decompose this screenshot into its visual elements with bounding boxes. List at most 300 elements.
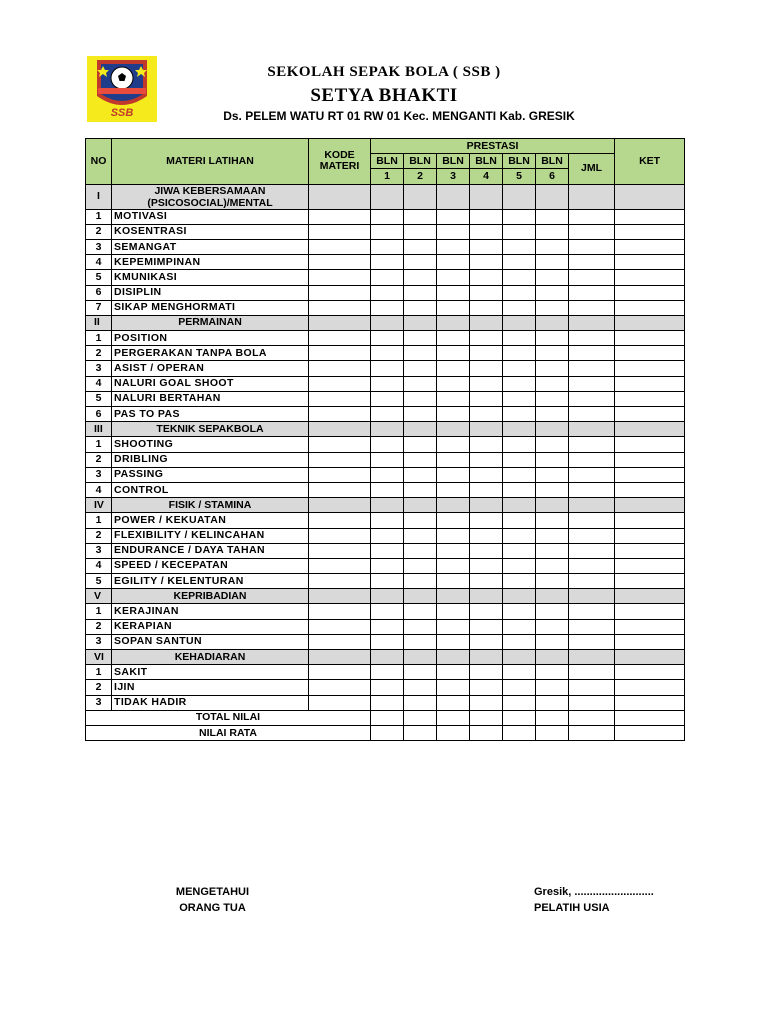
score-cell[interactable] xyxy=(437,270,470,285)
score-cell[interactable] xyxy=(615,224,685,239)
score-cell[interactable] xyxy=(309,346,371,361)
score-cell[interactable] xyxy=(470,391,503,406)
score-cell[interactable] xyxy=(437,422,470,437)
score-cell[interactable] xyxy=(569,224,615,239)
score-cell[interactable] xyxy=(536,209,569,224)
score-cell[interactable] xyxy=(536,543,569,558)
score-cell[interactable] xyxy=(371,391,404,406)
score-cell[interactable] xyxy=(615,437,685,452)
score-cell[interactable] xyxy=(503,574,536,589)
score-cell[interactable] xyxy=(470,498,503,513)
score-cell[interactable] xyxy=(536,315,569,330)
score-cell[interactable] xyxy=(437,467,470,482)
score-cell[interactable] xyxy=(470,467,503,482)
score-cell[interactable] xyxy=(503,300,536,315)
score-cell[interactable] xyxy=(470,558,503,573)
score-cell[interactable] xyxy=(309,589,371,604)
score-cell[interactable] xyxy=(371,209,404,224)
score-cell[interactable] xyxy=(437,589,470,604)
score-cell[interactable] xyxy=(371,498,404,513)
score-cell[interactable] xyxy=(437,680,470,695)
score-cell[interactable] xyxy=(437,695,470,710)
score-cell[interactable] xyxy=(569,513,615,528)
score-cell[interactable] xyxy=(470,604,503,619)
score-cell[interactable] xyxy=(371,604,404,619)
score-cell[interactable] xyxy=(503,604,536,619)
score-cell[interactable] xyxy=(404,695,437,710)
score-cell[interactable] xyxy=(309,391,371,406)
score-cell[interactable] xyxy=(309,270,371,285)
score-cell[interactable] xyxy=(437,543,470,558)
score-cell[interactable] xyxy=(615,604,685,619)
score-cell[interactable] xyxy=(309,437,371,452)
score-cell[interactable] xyxy=(371,710,404,725)
score-cell[interactable] xyxy=(470,270,503,285)
score-cell[interactable] xyxy=(470,725,503,740)
score-cell[interactable] xyxy=(404,467,437,482)
score-cell[interactable] xyxy=(371,224,404,239)
score-cell[interactable] xyxy=(437,650,470,665)
score-cell[interactable] xyxy=(470,184,503,209)
score-cell[interactable] xyxy=(437,315,470,330)
score-cell[interactable] xyxy=(371,422,404,437)
score-cell[interactable] xyxy=(309,315,371,330)
score-cell[interactable] xyxy=(569,482,615,497)
score-cell[interactable] xyxy=(569,209,615,224)
score-cell[interactable] xyxy=(404,543,437,558)
score-cell[interactable] xyxy=(503,422,536,437)
score-cell[interactable] xyxy=(569,315,615,330)
score-cell[interactable] xyxy=(309,422,371,437)
score-cell[interactable] xyxy=(404,422,437,437)
score-cell[interactable] xyxy=(503,619,536,634)
score-cell[interactable] xyxy=(371,255,404,270)
score-cell[interactable] xyxy=(503,452,536,467)
score-cell[interactable] xyxy=(309,482,371,497)
score-cell[interactable] xyxy=(615,452,685,467)
score-cell[interactable] xyxy=(404,391,437,406)
score-cell[interactable] xyxy=(536,558,569,573)
score-cell[interactable] xyxy=(309,558,371,573)
score-cell[interactable] xyxy=(536,361,569,376)
score-cell[interactable] xyxy=(615,184,685,209)
score-cell[interactable] xyxy=(371,634,404,649)
score-cell[interactable] xyxy=(404,255,437,270)
score-cell[interactable] xyxy=(437,255,470,270)
score-cell[interactable] xyxy=(503,376,536,391)
score-cell[interactable] xyxy=(536,710,569,725)
score-cell[interactable] xyxy=(536,498,569,513)
score-cell[interactable] xyxy=(437,437,470,452)
score-cell[interactable] xyxy=(470,452,503,467)
score-cell[interactable] xyxy=(309,255,371,270)
score-cell[interactable] xyxy=(404,680,437,695)
score-cell[interactable] xyxy=(569,255,615,270)
score-cell[interactable] xyxy=(371,695,404,710)
score-cell[interactable] xyxy=(309,695,371,710)
score-cell[interactable] xyxy=(615,255,685,270)
score-cell[interactable] xyxy=(536,239,569,254)
score-cell[interactable] xyxy=(371,270,404,285)
score-cell[interactable] xyxy=(569,285,615,300)
score-cell[interactable] xyxy=(470,209,503,224)
score-cell[interactable] xyxy=(470,224,503,239)
score-cell[interactable] xyxy=(569,184,615,209)
score-cell[interactable] xyxy=(615,543,685,558)
score-cell[interactable] xyxy=(470,513,503,528)
score-cell[interactable] xyxy=(615,391,685,406)
score-cell[interactable] xyxy=(404,437,437,452)
score-cell[interactable] xyxy=(569,695,615,710)
score-cell[interactable] xyxy=(371,331,404,346)
score-cell[interactable] xyxy=(437,498,470,513)
score-cell[interactable] xyxy=(470,422,503,437)
score-cell[interactable] xyxy=(309,619,371,634)
score-cell[interactable] xyxy=(404,634,437,649)
score-cell[interactable] xyxy=(371,558,404,573)
score-cell[interactable] xyxy=(503,725,536,740)
score-cell[interactable] xyxy=(309,543,371,558)
score-cell[interactable] xyxy=(470,528,503,543)
score-cell[interactable] xyxy=(404,710,437,725)
score-cell[interactable] xyxy=(615,239,685,254)
score-cell[interactable] xyxy=(569,300,615,315)
score-cell[interactable] xyxy=(309,376,371,391)
score-cell[interactable] xyxy=(309,452,371,467)
score-cell[interactable] xyxy=(615,634,685,649)
score-cell[interactable] xyxy=(615,209,685,224)
score-cell[interactable] xyxy=(437,452,470,467)
score-cell[interactable] xyxy=(569,407,615,422)
score-cell[interactable] xyxy=(615,665,685,680)
score-cell[interactable] xyxy=(371,665,404,680)
score-cell[interactable] xyxy=(569,634,615,649)
score-cell[interactable] xyxy=(569,710,615,725)
score-cell[interactable] xyxy=(470,634,503,649)
score-cell[interactable] xyxy=(437,482,470,497)
score-cell[interactable] xyxy=(536,346,569,361)
score-cell[interactable] xyxy=(615,407,685,422)
score-cell[interactable] xyxy=(437,331,470,346)
score-cell[interactable] xyxy=(569,361,615,376)
score-cell[interactable] xyxy=(371,407,404,422)
score-cell[interactable] xyxy=(437,574,470,589)
score-cell[interactable] xyxy=(503,665,536,680)
score-cell[interactable] xyxy=(404,604,437,619)
score-cell[interactable] xyxy=(615,619,685,634)
score-cell[interactable] xyxy=(503,695,536,710)
score-cell[interactable] xyxy=(470,680,503,695)
score-cell[interactable] xyxy=(404,361,437,376)
score-cell[interactable] xyxy=(437,604,470,619)
score-cell[interactable] xyxy=(503,467,536,482)
score-cell[interactable] xyxy=(309,184,371,209)
score-cell[interactable] xyxy=(503,315,536,330)
score-cell[interactable] xyxy=(536,331,569,346)
score-cell[interactable] xyxy=(503,285,536,300)
score-cell[interactable] xyxy=(404,315,437,330)
score-cell[interactable] xyxy=(309,650,371,665)
score-cell[interactable] xyxy=(615,710,685,725)
score-cell[interactable] xyxy=(503,528,536,543)
score-cell[interactable] xyxy=(437,300,470,315)
score-cell[interactable] xyxy=(615,285,685,300)
score-cell[interactable] xyxy=(615,589,685,604)
score-cell[interactable] xyxy=(437,391,470,406)
score-cell[interactable] xyxy=(404,209,437,224)
score-cell[interactable] xyxy=(371,574,404,589)
score-cell[interactable] xyxy=(536,513,569,528)
score-cell[interactable] xyxy=(503,224,536,239)
score-cell[interactable] xyxy=(569,331,615,346)
score-cell[interactable] xyxy=(569,604,615,619)
score-cell[interactable] xyxy=(615,574,685,589)
score-cell[interactable] xyxy=(470,300,503,315)
score-cell[interactable] xyxy=(309,300,371,315)
score-cell[interactable] xyxy=(309,361,371,376)
score-cell[interactable] xyxy=(371,437,404,452)
score-cell[interactable] xyxy=(309,239,371,254)
score-cell[interactable] xyxy=(437,558,470,573)
score-cell[interactable] xyxy=(536,619,569,634)
score-cell[interactable] xyxy=(536,422,569,437)
score-cell[interactable] xyxy=(437,619,470,634)
score-cell[interactable] xyxy=(503,710,536,725)
score-cell[interactable] xyxy=(503,270,536,285)
score-cell[interactable] xyxy=(437,184,470,209)
score-cell[interactable] xyxy=(536,665,569,680)
score-cell[interactable] xyxy=(503,239,536,254)
score-cell[interactable] xyxy=(536,528,569,543)
score-cell[interactable] xyxy=(437,407,470,422)
score-cell[interactable] xyxy=(470,346,503,361)
score-cell[interactable] xyxy=(309,407,371,422)
score-cell[interactable] xyxy=(437,285,470,300)
score-cell[interactable] xyxy=(371,725,404,740)
score-cell[interactable] xyxy=(503,255,536,270)
score-cell[interactable] xyxy=(437,665,470,680)
score-cell[interactable] xyxy=(536,589,569,604)
score-cell[interactable] xyxy=(371,680,404,695)
score-cell[interactable] xyxy=(470,650,503,665)
score-cell[interactable] xyxy=(404,184,437,209)
score-cell[interactable] xyxy=(309,467,371,482)
score-cell[interactable] xyxy=(404,498,437,513)
score-cell[interactable] xyxy=(536,725,569,740)
score-cell[interactable] xyxy=(503,558,536,573)
score-cell[interactable] xyxy=(615,422,685,437)
score-cell[interactable] xyxy=(615,270,685,285)
score-cell[interactable] xyxy=(470,589,503,604)
score-cell[interactable] xyxy=(536,634,569,649)
score-cell[interactable] xyxy=(503,437,536,452)
score-cell[interactable] xyxy=(503,680,536,695)
score-cell[interactable] xyxy=(309,574,371,589)
score-cell[interactable] xyxy=(536,695,569,710)
score-cell[interactable] xyxy=(371,452,404,467)
score-cell[interactable] xyxy=(404,452,437,467)
score-cell[interactable] xyxy=(437,634,470,649)
score-cell[interactable] xyxy=(404,376,437,391)
score-cell[interactable] xyxy=(615,725,685,740)
score-cell[interactable] xyxy=(569,467,615,482)
score-cell[interactable] xyxy=(615,361,685,376)
score-cell[interactable] xyxy=(371,361,404,376)
score-cell[interactable] xyxy=(470,665,503,680)
score-cell[interactable] xyxy=(503,184,536,209)
score-cell[interactable] xyxy=(536,680,569,695)
score-cell[interactable] xyxy=(470,315,503,330)
score-cell[interactable] xyxy=(503,513,536,528)
score-cell[interactable] xyxy=(371,482,404,497)
score-cell[interactable] xyxy=(404,331,437,346)
score-cell[interactable] xyxy=(569,619,615,634)
score-cell[interactable] xyxy=(569,589,615,604)
score-cell[interactable] xyxy=(309,680,371,695)
score-cell[interactable] xyxy=(536,391,569,406)
score-cell[interactable] xyxy=(503,482,536,497)
score-cell[interactable] xyxy=(615,376,685,391)
score-cell[interactable] xyxy=(615,695,685,710)
score-cell[interactable] xyxy=(536,255,569,270)
score-cell[interactable] xyxy=(615,558,685,573)
score-cell[interactable] xyxy=(371,315,404,330)
score-cell[interactable] xyxy=(536,467,569,482)
score-cell[interactable] xyxy=(569,543,615,558)
score-cell[interactable] xyxy=(536,270,569,285)
score-cell[interactable] xyxy=(371,467,404,482)
score-cell[interactable] xyxy=(615,315,685,330)
score-cell[interactable] xyxy=(437,361,470,376)
score-cell[interactable] xyxy=(503,407,536,422)
score-cell[interactable] xyxy=(371,376,404,391)
score-cell[interactable] xyxy=(503,209,536,224)
score-cell[interactable] xyxy=(470,574,503,589)
score-cell[interactable] xyxy=(536,574,569,589)
score-cell[interactable] xyxy=(569,346,615,361)
score-cell[interactable] xyxy=(404,346,437,361)
score-cell[interactable] xyxy=(503,331,536,346)
score-cell[interactable] xyxy=(404,619,437,634)
score-cell[interactable] xyxy=(309,285,371,300)
score-cell[interactable] xyxy=(371,513,404,528)
score-cell[interactable] xyxy=(615,482,685,497)
score-cell[interactable] xyxy=(404,725,437,740)
score-cell[interactable] xyxy=(569,680,615,695)
score-cell[interactable] xyxy=(569,422,615,437)
score-cell[interactable] xyxy=(371,346,404,361)
score-cell[interactable] xyxy=(404,589,437,604)
score-cell[interactable] xyxy=(371,589,404,604)
score-cell[interactable] xyxy=(536,407,569,422)
score-cell[interactable] xyxy=(615,498,685,513)
score-cell[interactable] xyxy=(404,300,437,315)
score-cell[interactable] xyxy=(615,680,685,695)
score-cell[interactable] xyxy=(404,558,437,573)
score-cell[interactable] xyxy=(536,285,569,300)
score-cell[interactable] xyxy=(404,665,437,680)
score-cell[interactable] xyxy=(470,695,503,710)
score-cell[interactable] xyxy=(536,184,569,209)
score-cell[interactable] xyxy=(615,300,685,315)
score-cell[interactable] xyxy=(437,513,470,528)
score-cell[interactable] xyxy=(569,239,615,254)
score-cell[interactable] xyxy=(404,270,437,285)
score-cell[interactable] xyxy=(309,604,371,619)
score-cell[interactable] xyxy=(503,543,536,558)
score-cell[interactable] xyxy=(503,650,536,665)
score-cell[interactable] xyxy=(536,437,569,452)
score-cell[interactable] xyxy=(309,665,371,680)
score-cell[interactable] xyxy=(503,346,536,361)
score-cell[interactable] xyxy=(309,498,371,513)
score-cell[interactable] xyxy=(404,650,437,665)
score-cell[interactable] xyxy=(371,239,404,254)
score-cell[interactable] xyxy=(503,361,536,376)
score-cell[interactable] xyxy=(470,710,503,725)
score-cell[interactable] xyxy=(615,528,685,543)
score-cell[interactable] xyxy=(615,650,685,665)
score-cell[interactable] xyxy=(404,574,437,589)
score-cell[interactable] xyxy=(470,619,503,634)
score-cell[interactable] xyxy=(437,224,470,239)
score-cell[interactable] xyxy=(569,558,615,573)
score-cell[interactable] xyxy=(536,224,569,239)
score-cell[interactable] xyxy=(569,574,615,589)
score-cell[interactable] xyxy=(536,650,569,665)
score-cell[interactable] xyxy=(371,285,404,300)
score-cell[interactable] xyxy=(437,346,470,361)
score-cell[interactable] xyxy=(404,528,437,543)
score-cell[interactable] xyxy=(404,224,437,239)
score-cell[interactable] xyxy=(569,270,615,285)
score-cell[interactable] xyxy=(371,184,404,209)
score-cell[interactable] xyxy=(569,376,615,391)
score-cell[interactable] xyxy=(470,255,503,270)
score-cell[interactable] xyxy=(615,513,685,528)
score-cell[interactable] xyxy=(470,361,503,376)
score-cell[interactable] xyxy=(503,391,536,406)
score-cell[interactable] xyxy=(536,300,569,315)
score-cell[interactable] xyxy=(371,650,404,665)
score-cell[interactable] xyxy=(569,391,615,406)
score-cell[interactable] xyxy=(371,543,404,558)
score-cell[interactable] xyxy=(470,285,503,300)
score-cell[interactable] xyxy=(404,239,437,254)
score-cell[interactable] xyxy=(615,346,685,361)
score-cell[interactable] xyxy=(569,498,615,513)
score-cell[interactable] xyxy=(371,528,404,543)
score-cell[interactable] xyxy=(404,513,437,528)
score-cell[interactable] xyxy=(437,376,470,391)
score-cell[interactable] xyxy=(536,604,569,619)
score-cell[interactable] xyxy=(470,407,503,422)
score-cell[interactable] xyxy=(309,528,371,543)
score-cell[interactable] xyxy=(615,467,685,482)
score-cell[interactable] xyxy=(470,543,503,558)
score-cell[interactable] xyxy=(569,650,615,665)
score-cell[interactable] xyxy=(536,452,569,467)
score-cell[interactable] xyxy=(470,376,503,391)
score-cell[interactable] xyxy=(309,513,371,528)
score-cell[interactable] xyxy=(404,407,437,422)
score-cell[interactable] xyxy=(569,665,615,680)
score-cell[interactable] xyxy=(437,209,470,224)
score-cell[interactable] xyxy=(470,437,503,452)
score-cell[interactable] xyxy=(503,498,536,513)
score-cell[interactable] xyxy=(309,331,371,346)
score-cell[interactable] xyxy=(470,331,503,346)
